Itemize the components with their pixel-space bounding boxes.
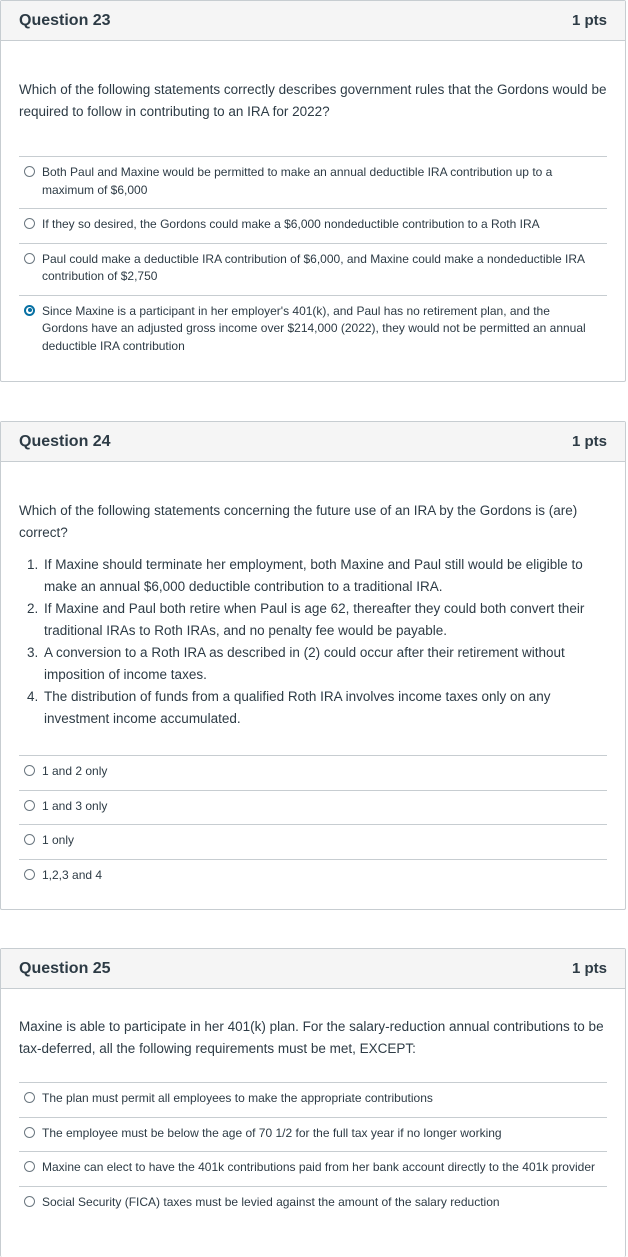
radio-button[interactable]	[24, 253, 35, 264]
radio-button-selected[interactable]	[24, 305, 35, 316]
answer-option[interactable]	[19, 1082, 607, 1117]
question-points: 1 pts	[571, 433, 607, 450]
answer-option[interactable]	[19, 1151, 607, 1186]
question-23	[0, 0, 626, 382]
answer-option[interactable]	[19, 1186, 607, 1221]
question-text: Which of the following statements correctly describes government rules that the Gordons would be required to follow in contributing to an IRA for 2022?	[19, 82, 607, 119]
radio-button[interactable]	[24, 869, 35, 880]
answer-option[interactable]	[19, 156, 607, 208]
answer-option[interactable]	[19, 824, 607, 859]
answer-option[interactable]	[19, 295, 607, 365]
question-title: Question 23	[19, 11, 111, 29]
statement-list	[1, 554, 625, 730]
answer-label: Paul could make a deductible IRA contribution of $6,000, and Maxine could make a nondeductible IRA contribution of $2,750	[42, 251, 585, 283]
radio-button[interactable]	[24, 1127, 35, 1138]
answer-option[interactable]	[19, 755, 607, 790]
question-points: 1 pts	[571, 12, 607, 29]
answer-list	[19, 755, 607, 893]
answer-option[interactable]	[19, 1117, 607, 1152]
statement-item: 1. If Maxine should terminate her employment, both Maxine and Paul still would be eligible to make an annual $6,000 deductible contribution to a traditional IRA.	[42, 554, 603, 598]
radio-button[interactable]	[24, 765, 35, 776]
statement-item: 4. The distribution of funds from a qualified Roth IRA involves income taxes only on any investment income accumulated.	[42, 686, 603, 730]
radio-button[interactable]	[24, 1161, 35, 1172]
question-header	[1, 949, 625, 989]
question-header	[1, 1, 625, 41]
answer-list	[19, 156, 607, 364]
question-title: Question 25	[19, 959, 111, 977]
answer-label: The plan must permit all employees to make the appropriate contributions	[42, 1091, 433, 1105]
answer-label: The employee must be below the age of 70 1/2 for the full tax year if no longer working	[42, 1125, 502, 1140]
question-points: 1 pts	[571, 960, 607, 977]
answer-label: Social Security (FICA) taxes must be levied against the amount of the salary reduction	[42, 1194, 500, 1209]
question-text: Which of the following statements concerning the future use of an IRA by the Gordons is (are) correct?	[19, 503, 578, 540]
radio-button[interactable]	[24, 218, 35, 229]
question-24	[0, 421, 626, 910]
radio-button[interactable]	[24, 834, 35, 845]
answer-label: 1 and 2 only	[42, 764, 108, 778]
answer-label: 1 and 3 only	[42, 798, 108, 813]
answer-label: Maxine can elect to have the 401k contributions paid from her bank account directly to the 401k provider	[42, 1160, 595, 1174]
answer-label: 1,2,3 and 4	[42, 867, 103, 882]
answer-option[interactable]	[19, 208, 607, 243]
question-header	[1, 422, 625, 462]
radio-button[interactable]	[24, 800, 35, 811]
answer-label: 1 only	[42, 833, 75, 847]
answer-option[interactable]	[19, 790, 607, 825]
statement-item: 3. A conversion to a Roth IRA as described in (2) could occur after their retirement without imposition of income taxes.	[42, 642, 603, 686]
answer-label: If they so desired, the Gordons could make a $6,000 nondeductible contribution to a Roth IRA	[42, 217, 540, 231]
question-title: Question 24	[19, 432, 111, 450]
answer-label: Both Paul and Maxine would be permitted to make an annual deductible IRA contribution up to a maximum of $6,000	[42, 165, 553, 197]
question-25	[0, 948, 626, 1257]
radio-button[interactable]	[24, 1196, 35, 1207]
statement-item: 2. If Maxine and Paul both retire when Paul is age 62, thereafter they could both convert their traditional IRAs to Roth IRAs, and no penalty fee would be payable.	[42, 598, 603, 642]
question-text: Maxine is able to participate in her 401(k) plan. For the salary-reduction annual contributions to be tax-deferred, all the following requirements must be met, EXCEPT:	[19, 1019, 604, 1056]
answer-label: Since Maxine is a participant in her employer's 401(k), and Paul has no retirement plan, and the Gordons have an adjusted gross income over $214,000 (2022), they would not be permitted an annual deductible IRA contribution	[42, 303, 586, 353]
answer-option[interactable]	[19, 243, 607, 295]
answer-option[interactable]	[19, 859, 607, 894]
answer-list	[19, 1082, 607, 1220]
radio-button[interactable]	[24, 166, 35, 177]
radio-button[interactable]	[24, 1092, 35, 1103]
